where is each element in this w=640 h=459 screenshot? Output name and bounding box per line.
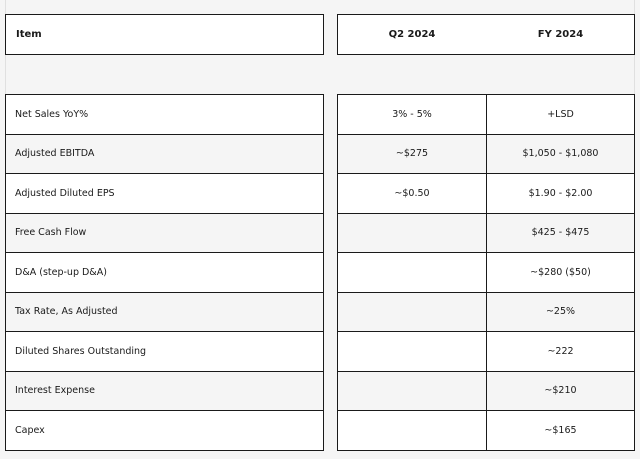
top-strip (5, 0, 635, 15)
fy-value: $1.90 - $2.00 (528, 187, 593, 199)
row-label: Adjusted EBITDA (15, 148, 95, 160)
table-row (6, 332, 323, 372)
fy-value: +LSD (547, 108, 574, 120)
header-fy-label: FY 2024 (537, 29, 584, 40)
q2-value (338, 214, 486, 253)
table-row (6, 174, 323, 214)
header-item-cell (5, 14, 324, 55)
table-row (6, 95, 323, 135)
q2-value: ~$275 (395, 148, 429, 160)
q2-value: ~$0.50 (394, 187, 430, 199)
q2-value (338, 372, 486, 411)
row-label: Net Sales YoY% (15, 108, 89, 120)
row-label: Capex (15, 425, 45, 437)
fy-value: $425 - $475 (531, 227, 590, 239)
table-row (6, 293, 323, 333)
fy-value: ~$165 (544, 425, 577, 437)
spacer-band (5, 55, 635, 95)
row-label: Diluted Shares Outstanding (15, 345, 147, 357)
fy-value: ~222 (547, 345, 574, 357)
row-label: Adjusted Diluted EPS (15, 187, 115, 199)
fy-value: ~$280 ($50) (530, 266, 591, 278)
item-column (5, 94, 324, 451)
q2-value (338, 411, 486, 451)
table-row (6, 372, 323, 412)
row-label: Tax Rate, As Adjusted (15, 306, 118, 318)
column-divider (486, 95, 487, 450)
q2-value: 3% - 5% (392, 108, 432, 120)
table-row (6, 411, 323, 451)
table-row (6, 253, 323, 293)
header-item-label: Item (16, 29, 42, 40)
row-label: Interest Expense (15, 385, 95, 397)
row-label: D&A (step-up D&A) (15, 266, 107, 278)
header-period-cells (337, 14, 635, 55)
fy-value: ~25% (545, 306, 576, 318)
header-q2-label: Q2 2024 (388, 29, 436, 40)
fy-value: $1,050 - $1,080 (522, 148, 599, 160)
q2-value (338, 253, 486, 292)
q2-value (338, 293, 486, 332)
table-row (6, 214, 323, 254)
q2-value (338, 332, 486, 371)
values-columns (337, 94, 635, 451)
table-row (6, 135, 323, 175)
row-label: Free Cash Flow (15, 227, 87, 239)
fy-value: ~$210 (544, 385, 577, 397)
